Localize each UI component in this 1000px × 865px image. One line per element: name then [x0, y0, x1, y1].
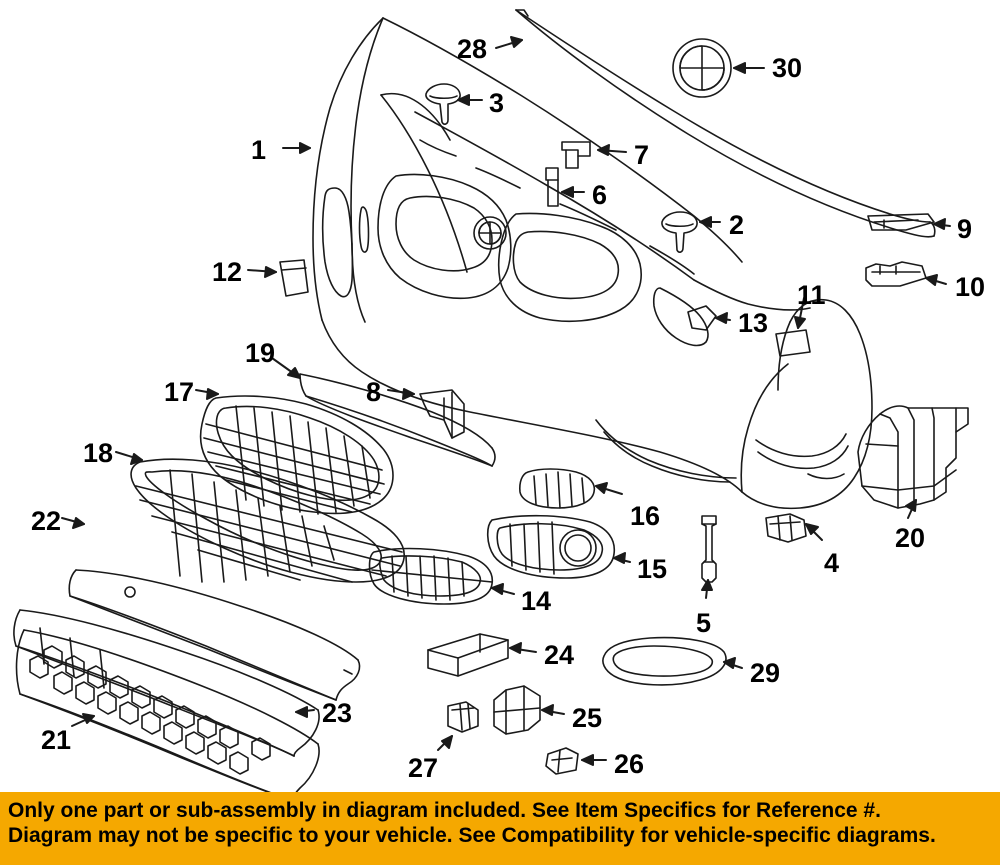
- callout-17[interactable]: 17: [164, 377, 195, 407]
- part-21-absorber: [17, 630, 320, 800]
- part-10-trim-bracket: [866, 262, 926, 286]
- callout-24[interactable]: 24: [544, 640, 575, 670]
- callout-2[interactable]: 2: [729, 210, 745, 240]
- part-20-duct: [858, 406, 968, 508]
- callout-15[interactable]: 15: [637, 554, 668, 584]
- callout-8[interactable]: 8: [366, 377, 382, 407]
- part-12-clip: [280, 260, 308, 296]
- callout-10[interactable]: 10: [955, 272, 986, 302]
- callout-12[interactable]: 12: [212, 257, 243, 287]
- callout-28[interactable]: 28: [457, 34, 488, 64]
- part-26-clip: [546, 748, 578, 774]
- callout-4[interactable]: 4: [824, 548, 840, 578]
- part-27-bracket: [448, 702, 478, 732]
- callout-13[interactable]: 13: [738, 308, 769, 338]
- callout-9[interactable]: 9: [957, 214, 973, 244]
- callout-19[interactable]: 19: [245, 338, 276, 368]
- callout-5[interactable]: 5: [696, 608, 712, 638]
- callout-30[interactable]: 30: [772, 53, 803, 83]
- callout-16[interactable]: 16: [630, 501, 661, 531]
- callout-6[interactable]: 6: [592, 180, 608, 210]
- part-18-grille-lower: [131, 459, 404, 582]
- callout-1[interactable]: 1: [251, 135, 267, 165]
- part-25-bracket: [494, 686, 540, 734]
- part-7-bracket: [562, 142, 590, 168]
- part-5-pin: [702, 516, 716, 582]
- callout-25[interactable]: 25: [572, 703, 603, 733]
- callout-21[interactable]: 21: [41, 725, 72, 755]
- callout-22[interactable]: 22: [31, 506, 62, 536]
- callout-18[interactable]: 18: [83, 438, 114, 468]
- callout-29[interactable]: 29: [750, 658, 781, 688]
- part-15-side-grille: [488, 516, 615, 578]
- callout-3[interactable]: 3: [489, 88, 505, 118]
- part-24-bracket-bar: [428, 634, 508, 676]
- part-30-roundel-emblem: [673, 39, 731, 97]
- callout-27[interactable]: 27: [408, 753, 439, 783]
- callout-7[interactable]: 7: [634, 140, 650, 170]
- disclaimer-line-1: Only one part or sub-assembly in diagram included. See Item Specifics for Reference #.: [8, 799, 881, 822]
- callout-26[interactable]: 26: [614, 749, 645, 779]
- part-3-clip: [426, 84, 460, 124]
- callout-20[interactable]: 20: [895, 523, 926, 553]
- callout-11[interactable]: 11: [797, 280, 826, 310]
- part-bumper-cover: [313, 18, 810, 492]
- part-bumper-lower-right: [596, 300, 872, 509]
- callout-23[interactable]: 23: [322, 698, 353, 728]
- callout-14[interactable]: 14: [521, 586, 552, 616]
- part-6-bracket: [546, 168, 558, 206]
- part-28-upper-trim: [516, 10, 935, 240]
- part-2-bolt: [662, 212, 697, 252]
- disclaimer-banner: [0, 792, 1000, 865]
- part-17-grille-mesh: [201, 396, 393, 514]
- part-16-cover: [520, 469, 595, 508]
- part-29-cover: [603, 638, 726, 685]
- part-4-clip: [766, 514, 806, 542]
- disclaimer-line-2: Diagram may not be specific to your vehicle. See Compatibility for vehicle-specific diagrams.: [8, 824, 936, 847]
